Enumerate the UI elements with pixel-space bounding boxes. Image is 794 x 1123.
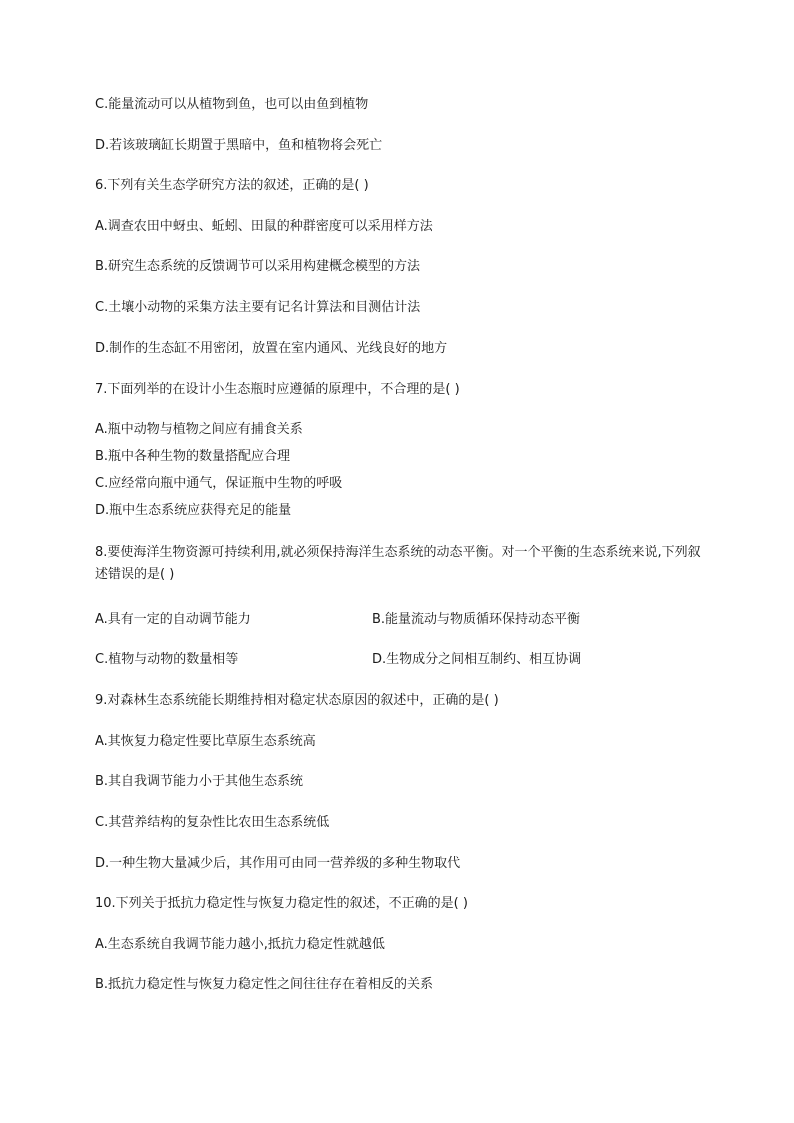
q8-option-c: C.植物与动物的数量相等 — [95, 652, 239, 667]
prev-option-d: D.若该玻璃缸长期置于黑暗中，鱼和植物将会死亡 — [95, 138, 383, 153]
q8-stem: 8.要使海洋生物资源可持续利用,就必须保持海洋生态系统的动态平衡。对一个平衡的生态系统来说,下列叙述错误的是( ) — [95, 545, 701, 582]
q10-option-a: A.生态系统自我调节能力越小,抵抗力稳定性就越低 — [95, 937, 385, 952]
q9-option-c: C.其营养结构的复杂性比农田生态系统低 — [95, 815, 330, 830]
q10-stem: 10.下列关于抵抗力稳定性与恢复力稳定性的叙述，不正确的是( ) — [95, 896, 468, 911]
q6-option-c: C.土壤小动物的采集方法主要有记名计算法和目测估计法 — [95, 300, 421, 315]
q9-option-b: B.其自我调节能力小于其他生态系统 — [95, 774, 304, 789]
q8-option-d: D.生物成分之间相互制约、相互协调 — [372, 652, 582, 667]
q6-option-d: D.制作的生态缸不用密闭，放置在室内通风、光线良好的地方 — [95, 341, 448, 356]
q10-option-b: B.抵抗力稳定性与恢复力稳定性之间往往存在着相反的关系 — [95, 977, 434, 992]
q7-option-c: C.应经常向瓶中通气，保证瓶中生物的呼吸 — [95, 476, 343, 491]
q7-option-b: B.瓶中各种生物的数量搭配应合理 — [95, 449, 291, 464]
q6-option-b: B.研究生态系统的反馈调节可以采用构建概念模型的方法 — [95, 259, 421, 274]
q6-stem: 6.下列有关生态学研究方法的叙述，正确的是( ) — [95, 178, 369, 193]
q9-option-a: A.其恢复力稳定性要比草原生态系统高 — [95, 734, 316, 749]
q6-option-a: A.调查农田中蚜虫、蚯蚓、田鼠的种群密度可以采用样方法 — [95, 219, 433, 234]
q9-stem: 9.对森林生态系统能长期维持相对稳定状态原因的叙述中，正确的是( ) — [95, 693, 499, 708]
q8-option-b: B.能量流动与物质循环保持动态平衡 — [372, 612, 581, 627]
q9-option-d: D.一种生物大量减少后，其作用可由同一营养级的多种生物取代 — [95, 856, 461, 871]
q7-option-d: D.瓶中生态系统应获得充足的能量 — [95, 503, 292, 518]
q7-stem: 7.下面列举的在设计小生态瓶时应遵循的原理中，不合理的是( ) — [95, 382, 460, 397]
q8-option-a: A.具有一定的自动调节能力 — [95, 612, 251, 627]
q7-option-a: A.瓶中动物与植物之间应有捕食关系 — [95, 422, 303, 437]
prev-option-c: C.能量流动可以从植物到鱼，也可以由鱼到植物 — [95, 97, 369, 112]
